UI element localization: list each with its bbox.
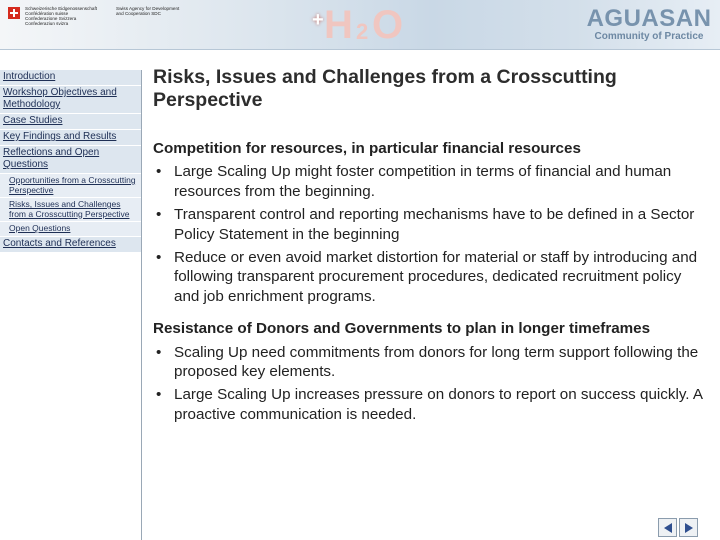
- h2o-letter-o: O: [372, 3, 404, 47]
- page-title: Risks, Issues and Challenges from a Crosscutting Perspective: [153, 66, 617, 111]
- h2o-letter-h: H: [324, 3, 352, 47]
- h2o-logo: [312, 4, 412, 46]
- sidebar-item-reflections[interactable]: Reflections and Open Questions: [0, 146, 141, 174]
- sidebar-item-introduction[interactable]: Introduction: [0, 70, 141, 86]
- header-banner: [0, 0, 720, 50]
- triangle-right-icon: [683, 522, 695, 534]
- bullet-item: • Large Scaling Up might foster competition in terms of financial and human resources from the beginning.: [153, 162, 709, 201]
- bullet-item: • Large Scaling Up increases pressure on donors to report on success quickly. A proactive communication is needed.: [153, 385, 709, 424]
- sidebar-subitem-risks-issues[interactable]: Risks, Issues and Challenges from a Crosscutting Perspective: [0, 198, 141, 222]
- sidebar-item-contacts-references[interactable]: Contacts and References: [0, 237, 141, 253]
- next-slide-button[interactable]: [679, 518, 698, 537]
- brand-name: AGUASAN: [586, 5, 712, 32]
- confederation-line-4: Confederaziun svizra: [25, 21, 69, 26]
- confederation-line-3: Confederazione Svizzera: [25, 16, 77, 21]
- agency-line-2: and Cooperation SDC: [116, 11, 161, 16]
- bullet-list-resistance: [153, 343, 709, 425]
- previous-slide-button[interactable]: [658, 518, 677, 537]
- section-heading-competition: Competition for resources, in particular financial resources: [153, 140, 581, 157]
- confederation-line-2: Confédération suisse: [25, 11, 69, 16]
- confederation-line-1: Schweizerische Eidgenossenschaft: [25, 6, 98, 11]
- section-heading-resistance: Resistance of Donors and Governments to plan in longer timeframes: [153, 320, 651, 338]
- bullet-item: • Transparent control and reporting mechanisms have to be defined in a Sector Policy Statement in the beginning: [153, 205, 709, 244]
- sidebar-divider: [141, 70, 142, 540]
- agency-line-1: Swiss Agency for Development: [116, 6, 180, 11]
- bullet-item: • Scaling Up need commitments from donors for long term support following the proposed key elements.: [153, 343, 709, 382]
- brand-subtitle: Community of Practice: [594, 31, 704, 42]
- aguasan-logo: [584, 6, 714, 43]
- bullet-list-competition: [153, 162, 709, 306]
- swiss-flag-icon: [8, 7, 20, 19]
- sidebar-subitem-open-questions[interactable]: Open Questions: [0, 222, 141, 237]
- slide-navigation: [658, 518, 698, 537]
- main-content: [153, 139, 709, 424]
- h2o-subscript-2: 2: [356, 19, 369, 44]
- bullet-item: • Reduce or even avoid market distortion for material or staff by introducing and following transparent procurement procedures, dedicated recruitment policy and job enrichment programs.: [153, 248, 709, 306]
- sidebar-nav: [0, 70, 141, 253]
- triangle-left-icon: [662, 522, 674, 534]
- sidebar-subitem-opportunities[interactable]: Opportunities from a Crosscutting Perspective: [0, 174, 141, 198]
- h2o-cross-icon: +: [312, 9, 324, 31]
- sidebar-item-workshop-objectives[interactable]: Workshop Objectives and Methodology: [0, 86, 141, 114]
- sidebar-item-key-findings[interactable]: Key Findings and Results: [0, 130, 141, 146]
- sidebar-item-case-studies[interactable]: Case Studies: [0, 114, 141, 130]
